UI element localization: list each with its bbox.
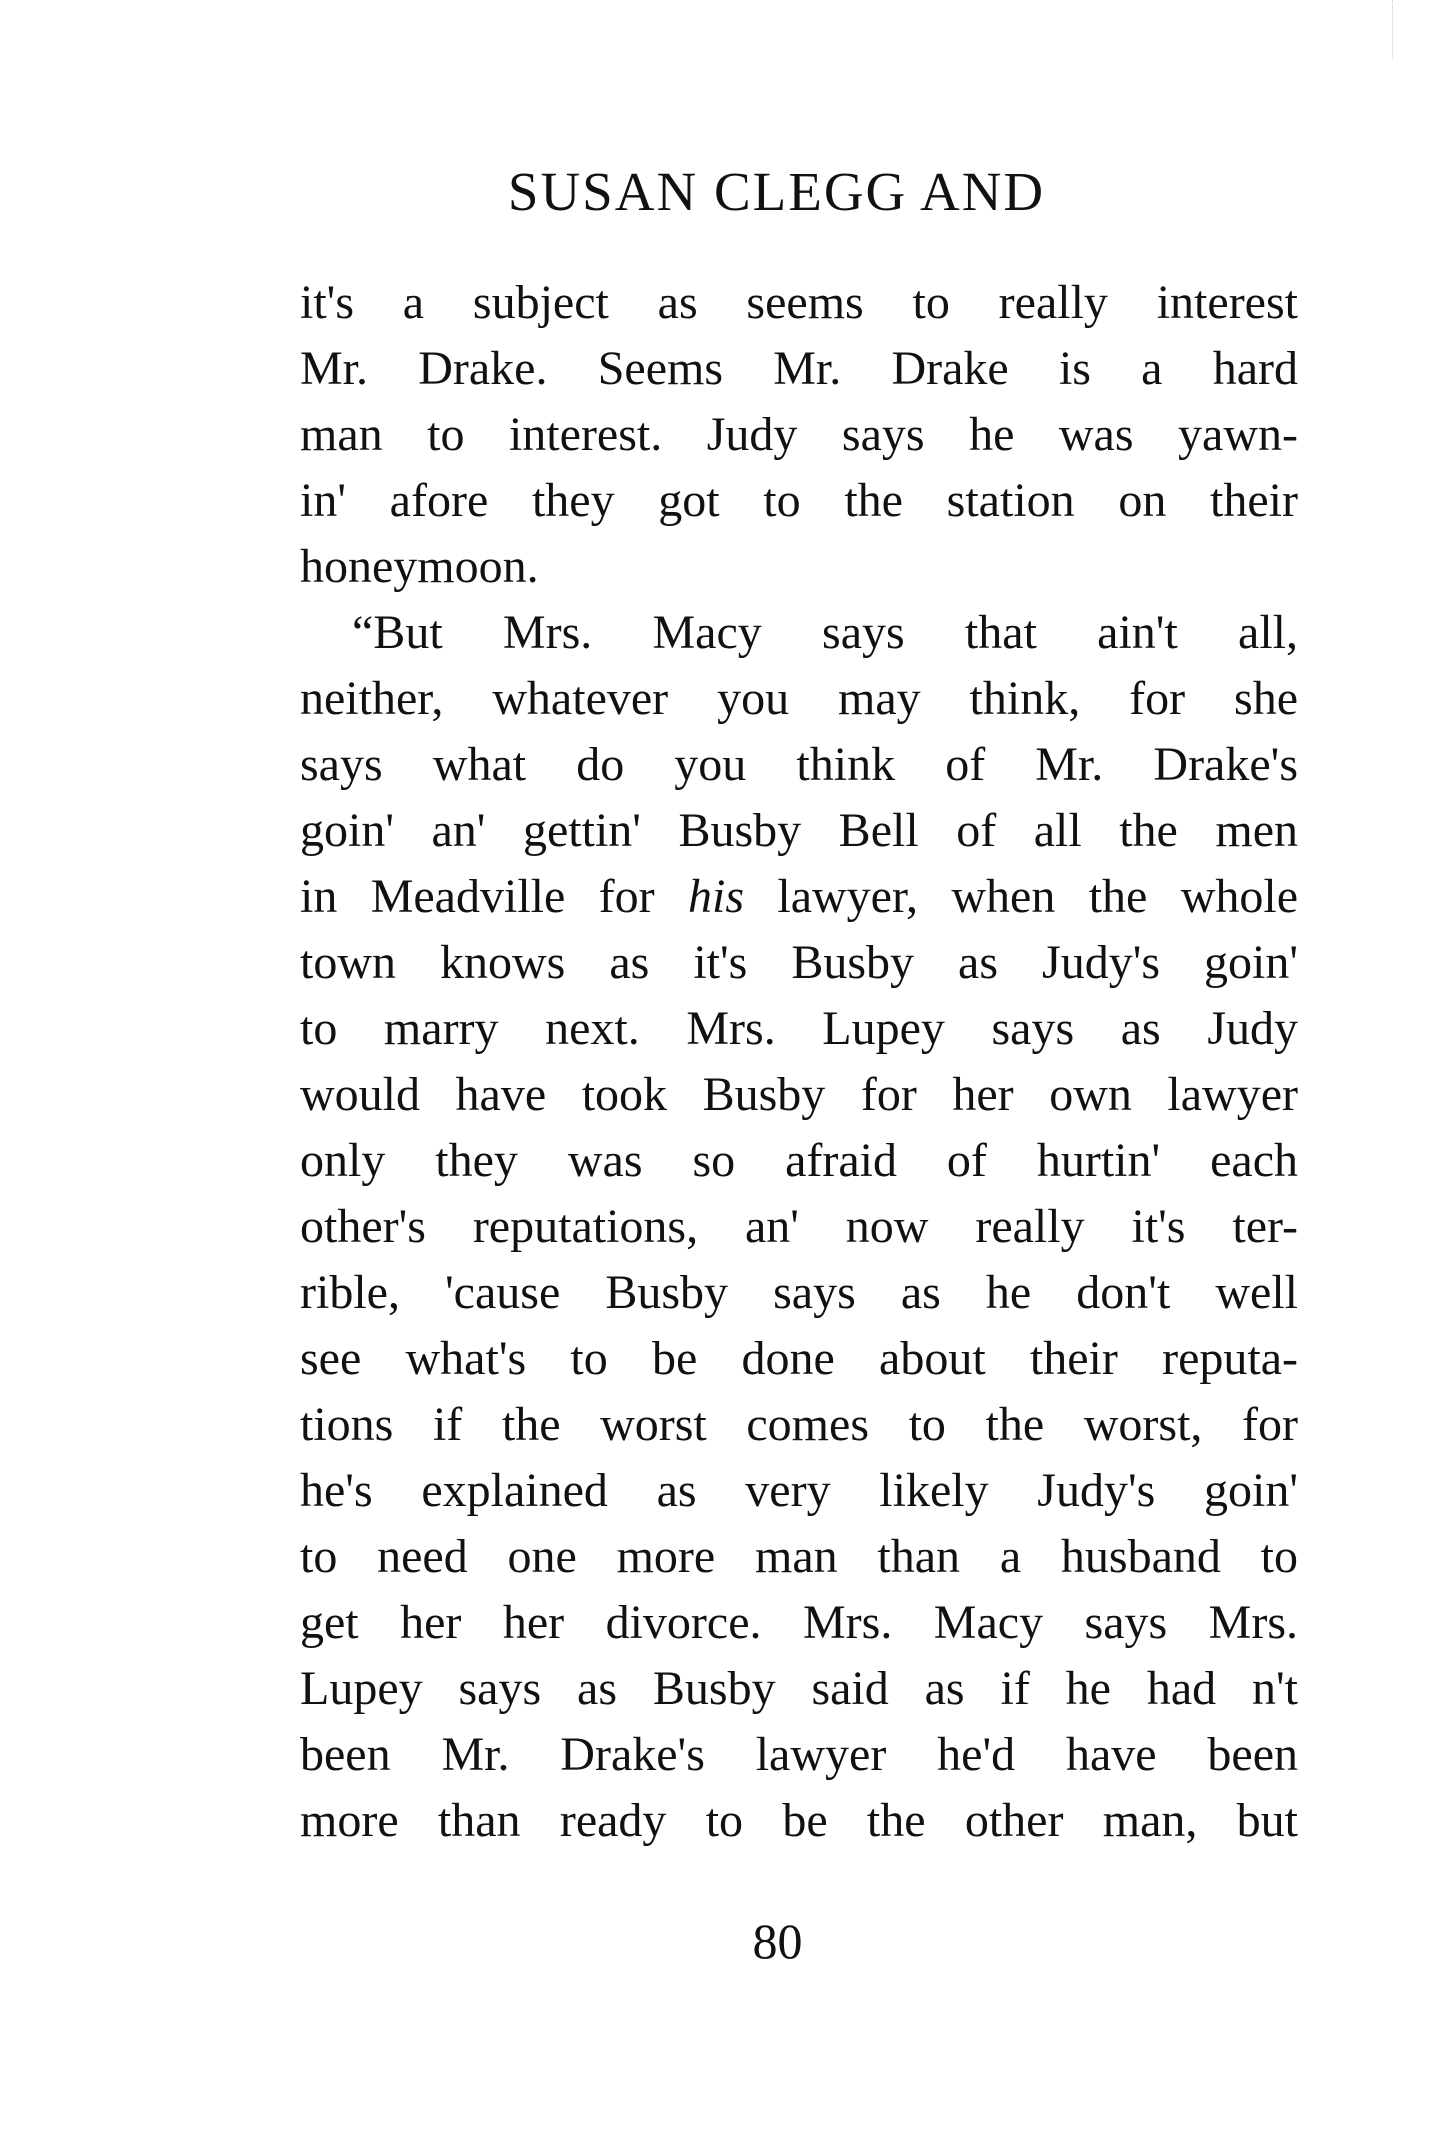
italic-word: his (687, 870, 744, 923)
text-fragment: in Meadville for (300, 870, 688, 923)
text-line: rible, 'cause Busby says as he don't well (300, 1266, 1298, 1319)
text-line: honeymoon. (300, 540, 539, 593)
text-line: more than ready to be the other man, but (300, 1794, 1298, 1847)
text-line: been Mr. Drake's lawyer he'd have been (300, 1728, 1298, 1781)
text-line: he's explained as very likely Judy's goin' (300, 1464, 1298, 1517)
text-line: Lupey says as Busby said as if he had n't (300, 1662, 1298, 1715)
text-line: it's a subject as seems to really interest (300, 276, 1298, 329)
text-line: other's reputations, an' now really it's ter- (300, 1200, 1298, 1253)
text-line: in' afore they got to the station on their (300, 474, 1298, 527)
text-line (300, 864, 1298, 930)
text-line: man to interest. Judy says he was yawn- (300, 408, 1298, 461)
text-line: only they was so afraid of hurtin' each (300, 1134, 1298, 1187)
text-line: says what do you think of Mr. Drake's (300, 738, 1298, 791)
text-fragment: lawyer, when the whole (744, 870, 1299, 923)
text-line: “But Mrs. Macy says that ain't all, (352, 606, 1298, 659)
page-number: 80 (752, 1913, 803, 1969)
body-text (300, 270, 1298, 1854)
text-line: would have took Busby for her own lawyer (300, 1068, 1298, 1121)
text-line: town knows as it's Busby as Judy's goin' (300, 936, 1298, 989)
text-line: tions if the worst comes to the worst, for (300, 1398, 1298, 1451)
text-line: Mr. Drake. Seems Mr. Drake is a hard (300, 342, 1298, 395)
text-line: to need one more man than a husband to (300, 1530, 1298, 1583)
text-line: neither, whatever you may think, for she (300, 672, 1298, 725)
text-line: goin' an' gettin' Busby Bell of all the men (300, 804, 1298, 857)
text-line: see what's to be done about their reputa- (300, 1332, 1298, 1385)
running-head: SUSAN CLEGG AND (507, 161, 1046, 222)
text-line: to marry next. Mrs. Lupey says as Judy (300, 1002, 1298, 1055)
text-line: get her her divorce. Mrs. Macy says Mrs. (300, 1596, 1298, 1649)
scan-edge-specks (1362, 0, 1393, 60)
